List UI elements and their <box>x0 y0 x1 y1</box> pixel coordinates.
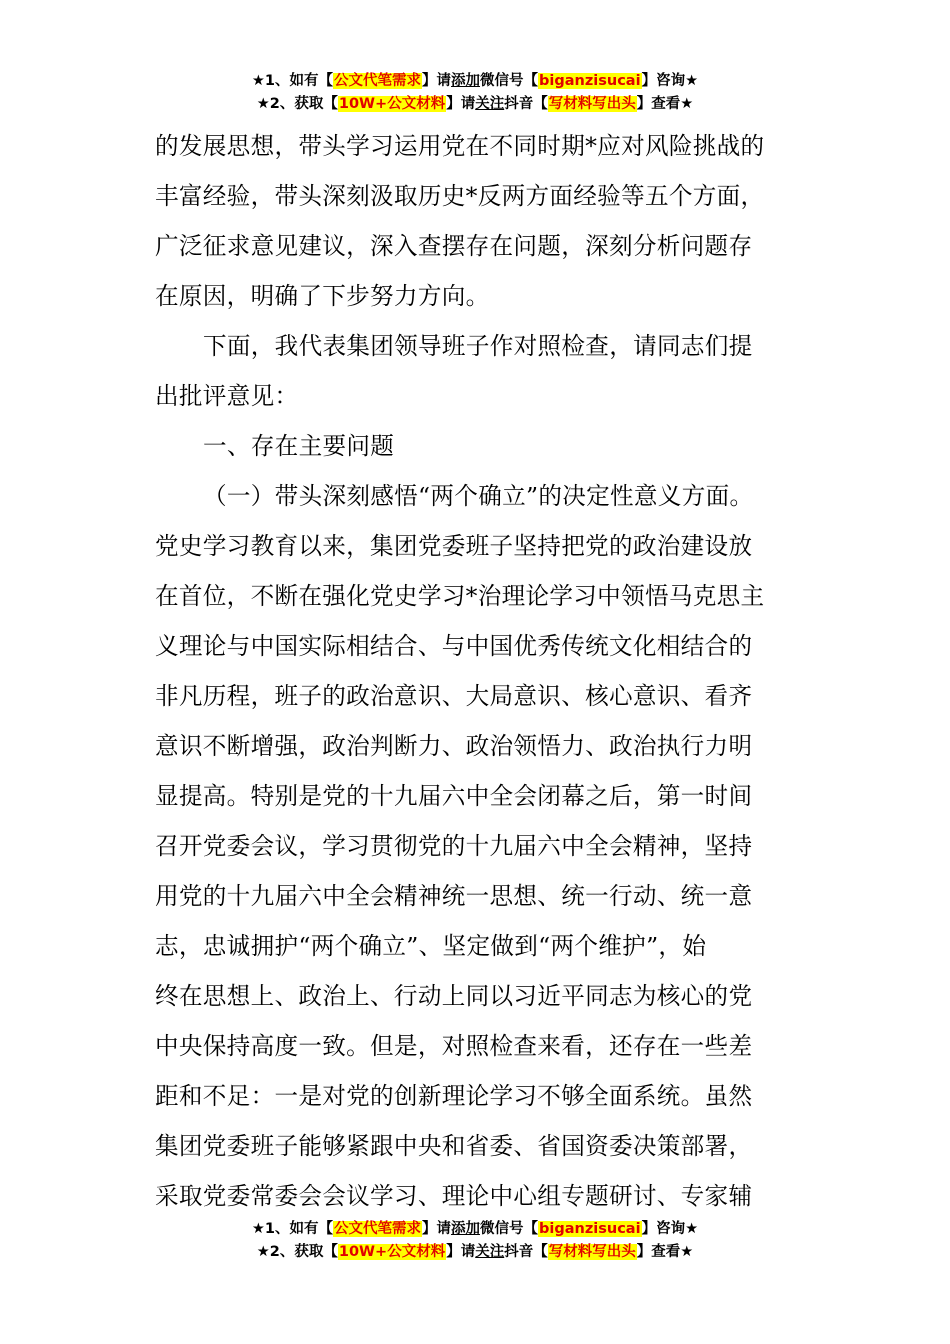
footer-banner <box>0 1218 950 1264</box>
body-line: 在首位，不断在强化党史学习*治理论学习中领悟马克思主 <box>155 582 765 610</box>
body-line: 志，忠诚拥护“两个确立”、坚定做到“两个维护”，始 <box>155 932 707 960</box>
banner-underlined: 添加 <box>451 1221 481 1237</box>
body-line: 丰富经验，带头深刻汲取历史*反两方面经验等五个方面， <box>155 182 765 210</box>
highlight-materials: 10W+公文材料 <box>338 96 446 112</box>
banner-text: 】咨询★ <box>641 73 699 89</box>
body-line: 在原因，明确了下步努力方向。 <box>155 282 490 310</box>
banner-line-1 <box>0 1218 950 1241</box>
document-body <box>155 121 815 1221</box>
section-heading: 一、存在主要问题 <box>203 432 395 460</box>
body-line: 召开党委会议，学习贯彻党的十九届六中全会精神，坚持 <box>155 832 753 860</box>
banner-text: ★1、如有【 <box>251 1221 334 1237</box>
highlight-wechat-id: biganzisucai <box>539 1221 641 1237</box>
banner-underlined: 关注 <box>475 96 505 112</box>
banner-line-2 <box>0 93 950 116</box>
highlight-service: 公文代笔需求 <box>334 1221 422 1237</box>
body-line: 意识不断增强，政治判断力、政治领悟力、政治执行力明 <box>155 732 753 760</box>
body-line: 中央保持高度一致。但是，对照检查来看，还存在一些差 <box>155 1032 753 1060</box>
highlight-douyin: 写材料写出头 <box>548 1244 636 1260</box>
banner-text: 】请 <box>446 96 476 112</box>
banner-text: 】请 <box>422 73 452 89</box>
banner-text: 微信号【 <box>480 1221 539 1237</box>
body-line: 下面，我代表集团领导班子作对照检查，请同志们提 <box>203 332 753 360</box>
body-line: 义理论与中国实际相结合、与中国优秀传统文化相结合的 <box>155 632 753 660</box>
body-line: 广泛征求意见建议，深入查摆存在问题，深刻分析问题存 <box>155 232 753 260</box>
banner-text: ★2、获取【 <box>256 1244 338 1260</box>
body-line: 距和不足：一是对党的创新理论学习不够全面系统。虽然 <box>155 1082 753 1110</box>
highlight-materials: 10W+公文材料 <box>338 1244 446 1260</box>
banner-text: 】请 <box>422 1221 452 1237</box>
banner-underlined: 添加 <box>451 73 481 89</box>
banner-text: 抖音【 <box>504 1244 548 1260</box>
banner-line-2 <box>0 1241 950 1264</box>
highlight-douyin: 写材料写出头 <box>548 96 636 112</box>
banner-text: 】查看★ <box>636 1244 694 1260</box>
body-line: 显提高。特别是党的十九届六中全会闭幕之后，第一时间 <box>155 782 753 810</box>
body-line: 出批评意见： <box>155 382 299 410</box>
banner-line-1 <box>0 70 950 93</box>
banner-text: 抖音【 <box>504 96 548 112</box>
banner-text: 】查看★ <box>636 96 694 112</box>
body-line: 采取党委常委会会议学习、理论中心组专题研讨、专家辅 <box>155 1182 753 1210</box>
header-banner <box>0 70 950 116</box>
banner-text: 微信号【 <box>480 73 539 89</box>
body-line: 终在思想上、政治上、行动上同以习近平同志为核心的党 <box>155 982 753 1010</box>
subsection-heading: （一）带头深刻感悟“两个确立”的决定性意义方面。 <box>203 482 754 510</box>
body-line: 用党的十九届六中全会精神统一思想、统一行动、统一意 <box>155 882 753 910</box>
banner-underlined: 关注 <box>475 1244 505 1260</box>
highlight-service: 公文代笔需求 <box>334 73 422 89</box>
body-line: 集团党委班子能够紧跟中央和省委、省国资委决策部署， <box>155 1132 753 1160</box>
body-line: 非凡历程，班子的政治意识、大局意识、核心意识、看齐 <box>155 682 753 710</box>
body-line: 的发展思想，带头学习运用党在不同时期*应对风险挑战的 <box>155 132 765 160</box>
banner-text: 】咨询★ <box>641 1221 699 1237</box>
banner-text: ★1、如有【 <box>251 73 334 89</box>
banner-text: ★2、获取【 <box>256 96 338 112</box>
banner-text: 】请 <box>446 1244 476 1260</box>
highlight-wechat-id: biganzisucai <box>539 73 641 89</box>
body-line: 党史学习教育以来，集团党委班子坚持把党的政治建设放 <box>155 532 753 560</box>
